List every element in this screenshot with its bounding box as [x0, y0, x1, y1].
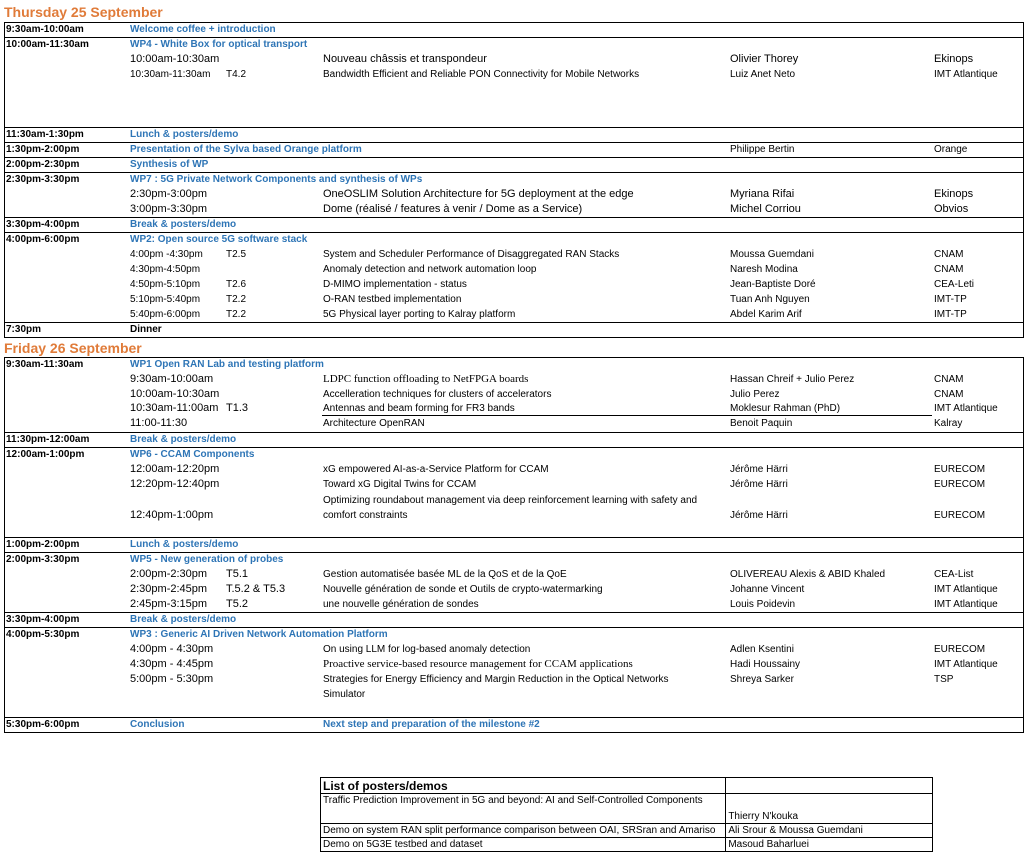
row-wp: Synthesis of WP — [130, 159, 209, 170]
item-speaker: Moklesur Rahman (PhD) — [730, 403, 841, 414]
item-org: Ekinops — [934, 53, 974, 65]
row-time: 9:30am-11:30am — [6, 359, 84, 370]
item-title: Optimizing roundabout management via deep reinforcement learning with safety and — [323, 495, 698, 506]
item-slot: 2:00pm-2:30pm — [130, 568, 208, 580]
row-wp: WP7 : 5G Private Network Components and synthesis of WPs — [130, 174, 423, 185]
item-title: Bandwidth Efficient and Reliable PON Connectivity for Mobile Networks — [323, 69, 640, 80]
item-slot: 5:40pm-6:00pm — [130, 309, 201, 320]
row-wp-detail: Next step and preparation of the milestone #2 — [323, 719, 540, 730]
item-slot: 2:30pm-2:45pm — [130, 583, 208, 595]
item-speaker: Luiz Anet Neto — [730, 69, 796, 80]
item-org: CEA-List — [934, 569, 974, 580]
item-speaker: Jérôme Härri — [730, 510, 788, 521]
row-time: 4:00pm-5:30pm — [6, 629, 80, 640]
item-title: une nouvelle génération de sondes — [323, 599, 479, 610]
item-task: T.5.2 & T5.3 — [226, 583, 286, 595]
row-time: 12:00am-1:00pm — [6, 449, 85, 460]
item-speaker: Shreya Sarker — [730, 674, 794, 685]
item-task: T2.6 — [226, 279, 247, 290]
item-speaker: Benoit Paquin — [730, 418, 793, 429]
item-slot: 10:00am-10:30am — [130, 388, 220, 400]
item-title: OneOSLIM Solution Architecture for 5G deployment at the edge — [323, 188, 634, 200]
poster-title: Traffic Prediction Improvement in 5G and beyond: AI and Self-Controlled Components — [321, 794, 726, 824]
row-wp: Dinner — [130, 324, 162, 335]
item-title-cont: comfort constraints — [323, 510, 408, 521]
item-org: CNAM — [934, 389, 964, 400]
item-speaker: Philippe Bertin — [730, 144, 795, 155]
item-org: TSP — [934, 674, 954, 685]
item-title: Accelleration techniques for clusters of accelerators — [323, 389, 552, 400]
item-slot: 4:50pm-5:10pm — [130, 279, 201, 290]
item-title: On using LLM for log-based anomaly detection — [323, 644, 531, 655]
posters-heading: List of posters/demos — [321, 778, 726, 794]
row-time: 7:30pm — [6, 324, 42, 335]
item-org: CNAM — [934, 264, 964, 275]
item-task: T2.5 — [226, 249, 247, 260]
table-row — [321, 824, 933, 838]
poster-title: Demo on 5G3E testbed and dataset — [321, 838, 726, 852]
item-title: Anomaly detection and network automation loop — [323, 264, 537, 275]
item-speaker: Hassan Chreif + Julio Perez — [730, 374, 855, 385]
item-title: Toward xG Digital Twins for CCAM — [323, 479, 477, 490]
row-time: 3:30pm-4:00pm — [6, 614, 80, 625]
row-time: 11:30am-1:30pm — [6, 129, 84, 140]
item-title: Proactive service-based resource management for CCAM applications — [323, 658, 633, 670]
item-task: T1.3 — [226, 402, 249, 414]
item-speaker: Olivier Thorey — [730, 53, 799, 65]
item-speaker: Moussa Guemdani — [730, 249, 814, 260]
item-org: CEA-Leti — [934, 279, 975, 290]
friday-heading: Friday 26 September — [4, 340, 142, 356]
item-org: IMT-TP — [934, 309, 967, 320]
row-time: 9:30am-10:00am — [6, 24, 84, 35]
item-slot: 10:30am-11:30am — [130, 69, 211, 80]
item-slot: 4:00pm - 4:30pm — [130, 643, 214, 655]
item-task: T2.2 — [226, 309, 247, 320]
item-task: T5.1 — [226, 568, 249, 580]
item-slot: 4:30pm - 4:45pm — [130, 658, 214, 670]
item-task: T2.2 — [226, 294, 247, 305]
item-speaker: Julio Perez — [730, 389, 780, 400]
row-wp: WP2: Open source 5G software stack — [130, 234, 308, 245]
item-slot: 5:00pm - 5:30pm — [130, 673, 214, 685]
item-slot: 10:30am-11:00am — [130, 402, 219, 414]
item-slot: 4:00pm -4:30pm — [130, 249, 203, 260]
item-title: LDPC function offloading to NetFPGA boards — [323, 373, 529, 385]
item-slot: 5:10pm-5:40pm — [130, 294, 201, 305]
item-org: EURECOM — [934, 644, 986, 655]
item-slot: 9:30am-10:00am — [130, 373, 214, 385]
item-speaker: Jérôme Härri — [730, 464, 788, 475]
item-slot: 4:30pm-4:50pm — [130, 264, 201, 275]
row-wp: Conclusion — [130, 719, 185, 730]
row-time: 4:00pm-6:00pm — [6, 234, 80, 245]
item-slot: 11:00-11:30 — [130, 417, 188, 429]
item-slot: 2:45pm-3:15pm — [130, 598, 208, 610]
item-slot: 3:00pm-3:30pm — [130, 203, 208, 215]
item-speaker: Tuan Anh Nguyen — [730, 294, 810, 305]
item-slot: 12:00am-12:20pm — [130, 463, 220, 475]
item-org: IMT Atlantique — [934, 69, 998, 80]
row-time: 2:00pm-2:30pm — [6, 159, 80, 170]
item-speaker: Naresh Modina — [730, 264, 798, 275]
item-speaker: Abdel Karim Arif — [730, 309, 802, 320]
item-org: Obvios — [934, 203, 969, 215]
item-speaker: Hadi Houssainy — [730, 659, 801, 670]
item-org: CNAM — [934, 374, 964, 385]
poster-title: Demo on system RAN split performance comparison between OAI, SRSran and Amariso — [321, 824, 726, 838]
item-org: IMT-TP — [934, 294, 967, 305]
item-title-cont: Simulator — [323, 689, 366, 700]
item-title: 5G Physical layer porting to Kalray platform — [323, 309, 516, 320]
item-org: IMT Atlantique — [934, 584, 998, 595]
item-slot: 2:30pm-3:00pm — [130, 188, 208, 200]
item-slot: 10:00am-10:30am — [130, 53, 220, 65]
item-org: IMT Atlantique — [934, 599, 998, 610]
row-wp: Break & posters/demo — [130, 434, 237, 445]
item-slot: 12:40pm-1:00pm — [130, 509, 214, 521]
item-org: EURECOM — [934, 464, 986, 475]
item-title: Dome (réalisé / features à venir / Dome as a Service) — [323, 203, 583, 215]
row-wp: Break & posters/demo — [130, 219, 237, 230]
row-wp: Welcome coffee + introduction — [130, 24, 276, 35]
posters-table — [320, 777, 933, 852]
row-time: 11:30pm-12:00am — [6, 434, 90, 445]
item-speaker: Jérôme Härri — [730, 479, 788, 490]
item-slot: 12:20pm-12:40pm — [130, 478, 220, 490]
item-title: Strategies for Energy Efficiency and Margin Reduction in the Optical Networks — [323, 674, 669, 685]
row-wp: WP6 - CCAM Components — [130, 449, 255, 460]
item-org: CNAM — [934, 249, 964, 260]
item-task: T4.2 — [226, 69, 247, 80]
item-org: EURECOM — [934, 510, 986, 521]
item-title: Nouvelle génération de sonde et Outils de crypto-watermarking — [323, 584, 603, 595]
row-wp: Break & posters/demo — [130, 614, 237, 625]
item-title: O-RAN testbed implementation — [323, 294, 462, 305]
row-wp: Presentation of the Sylva based Orange platform — [130, 144, 362, 155]
item-org: IMT Atlantique — [934, 659, 998, 670]
poster-presenter: Masoud Baharluei — [726, 838, 933, 852]
row-time: 1:00pm-2:00pm — [6, 539, 80, 550]
item-title: Nouveau châssis et transpondeur — [323, 53, 487, 65]
item-org: Orange — [934, 144, 968, 155]
item-title: Gestion automatisée basée ML de la QoS et de la QoE — [323, 569, 567, 580]
item-title: Antennas and beam forming for FR3 bands — [323, 403, 515, 414]
row-wp: WP5 - New generation of probes — [130, 554, 284, 565]
item-title: D-MIMO implementation - status — [323, 279, 467, 290]
item-speaker: Myriana Rifai — [730, 188, 795, 200]
row-time: 1:30pm-2:00pm — [6, 144, 80, 155]
row-wp: WP3 : Generic AI Driven Network Automation Platform — [130, 629, 388, 640]
row-wp: WP4 - White Box for optical transport — [130, 39, 308, 50]
item-speaker: Johanne Vincent — [730, 584, 805, 595]
table-row — [321, 794, 933, 824]
row-time: 2:00pm-3:30pm — [6, 554, 80, 565]
item-speaker: Adlen Ksentini — [730, 644, 794, 655]
row-time: 5:30pm-6:00pm — [6, 719, 80, 730]
item-org: EURECOM — [934, 479, 986, 490]
item-title: xG empowered AI-as-a-Service Platform for CCAM — [323, 464, 549, 475]
item-speaker: Louis Poidevin — [730, 599, 796, 610]
row-wp: Lunch & posters/demo — [130, 129, 239, 140]
item-speaker: Michel Corriou — [730, 203, 801, 215]
row-time: 10:00am-11:30am — [6, 39, 89, 50]
poster-presenter: Thierry N'kouka — [726, 794, 933, 824]
row-wp: WP1 Open RAN Lab and testing platform — [130, 359, 324, 370]
poster-presenter: Ali Srour & Moussa Guemdani — [726, 824, 933, 838]
item-org: IMT Atlantique — [934, 403, 998, 414]
item-title: System and Scheduler Performance of Disaggregated RAN Stacks — [323, 249, 620, 260]
item-speaker: OLIVEREAU Alexis & ABID Khaled — [730, 569, 886, 580]
thursday-heading: Thursday 25 September — [4, 4, 163, 20]
item-task: T5.2 — [226, 598, 249, 610]
item-org: Kalray — [934, 418, 963, 429]
item-org: Ekinops — [934, 188, 974, 200]
item-title: Architecture OpenRAN — [323, 418, 425, 429]
row-time: 2:30pm-3:30pm — [6, 174, 80, 185]
table-row — [321, 838, 933, 852]
item-speaker: Jean-Baptiste Doré — [730, 279, 816, 290]
row-time: 3:30pm-4:00pm — [6, 219, 80, 230]
row-wp: Lunch & posters/demo — [130, 539, 239, 550]
